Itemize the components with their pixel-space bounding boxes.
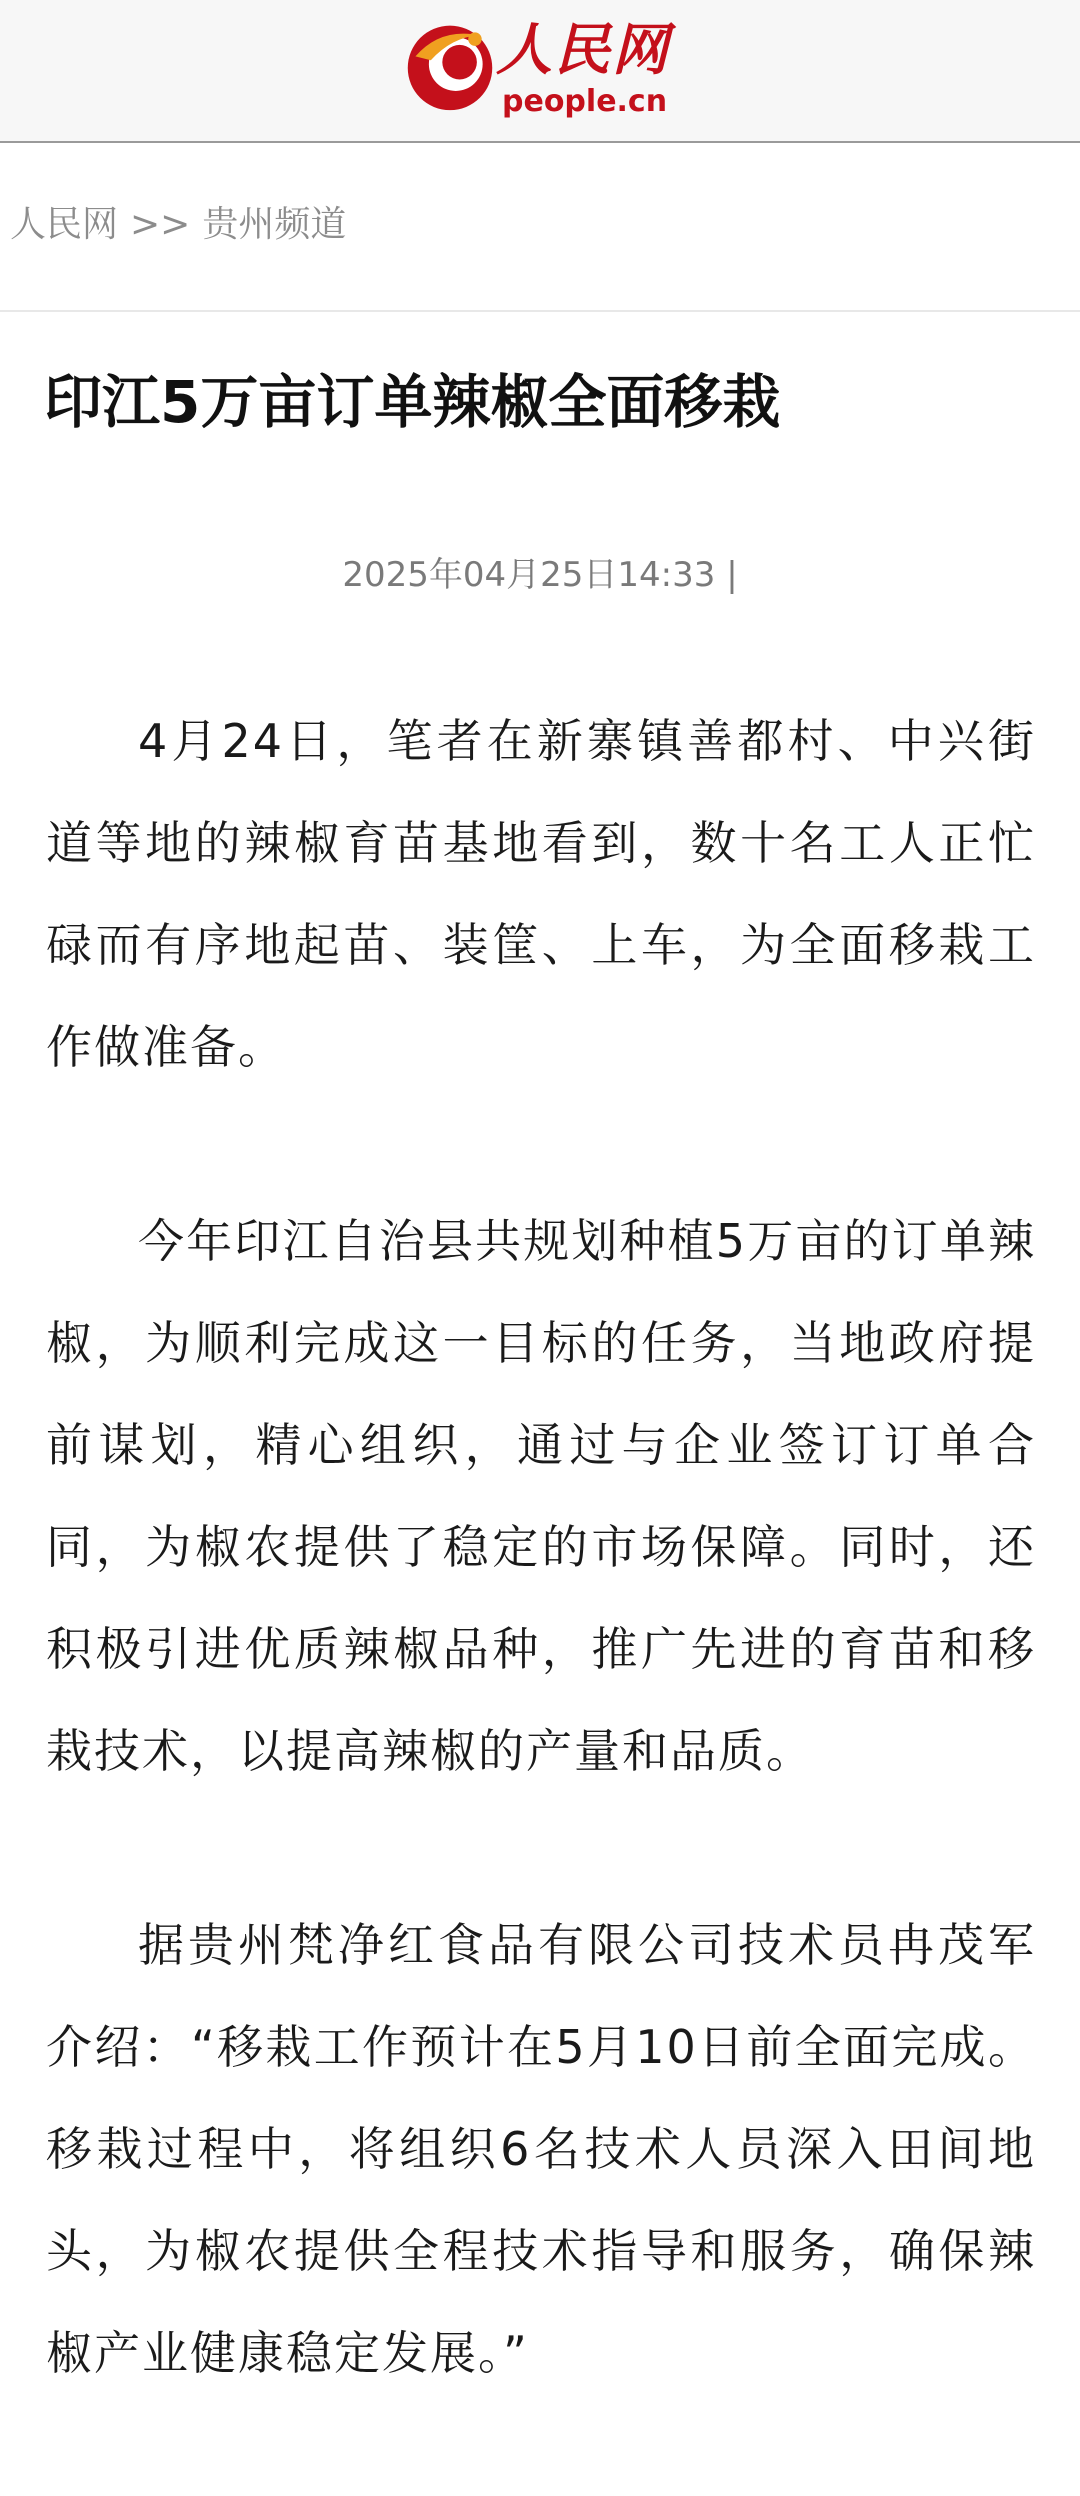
article-body [46,690,1036,2496]
people-cn-logo[interactable] [402,14,682,124]
article-paragraph: 今年印江自治县共规划种植5万亩的订单辣椒，为顺利完成这一目标的任务，当地政府提前谋划，精心组织，通过与企业签订订单合同，为椒农提供了稳定的市场保障。同时，还积极引进优质辣椒品种，推广先进的育苗和移栽技术，以提高辣椒的产量和品质。 [46,1214,1036,1778]
logo-english-text: people.cn [502,84,668,119]
breadcrumb [10,200,346,250]
article-paragraph: 4月24日，笔者在新寨镇善都村、中兴街道等地的辣椒育苗基地看到，数十名工人正忙碌而有序地起苗、装筐、上车，为全面移栽工作做准备。 [46,714,1036,1074]
section-divider [0,310,1080,312]
logo-emblem-icon [402,18,498,114]
logo-chinese-text: 人民网 [496,17,670,83]
publish-time: 2025年04月25日14:33 | [342,555,738,595]
site-header [0,0,1080,143]
article-paragraph: 据贵州梵净红食品有限公司技术员冉茂军介绍：“移栽工作预计在5月10日前全面完成。移栽过程中，将组织6名技术人员深入田间地头，为椒农提供全程技术指导和服务，确保辣椒产业健康稳定发展。” [46,1918,1036,2380]
article-title: 印江5万亩订单辣椒全面移栽 [44,368,781,436]
breadcrumb-channel-link[interactable]: 贵州频道 [202,204,347,245]
breadcrumb-home-link[interactable]: 人民网 [10,204,119,245]
breadcrumb-separator: >> [130,204,191,245]
